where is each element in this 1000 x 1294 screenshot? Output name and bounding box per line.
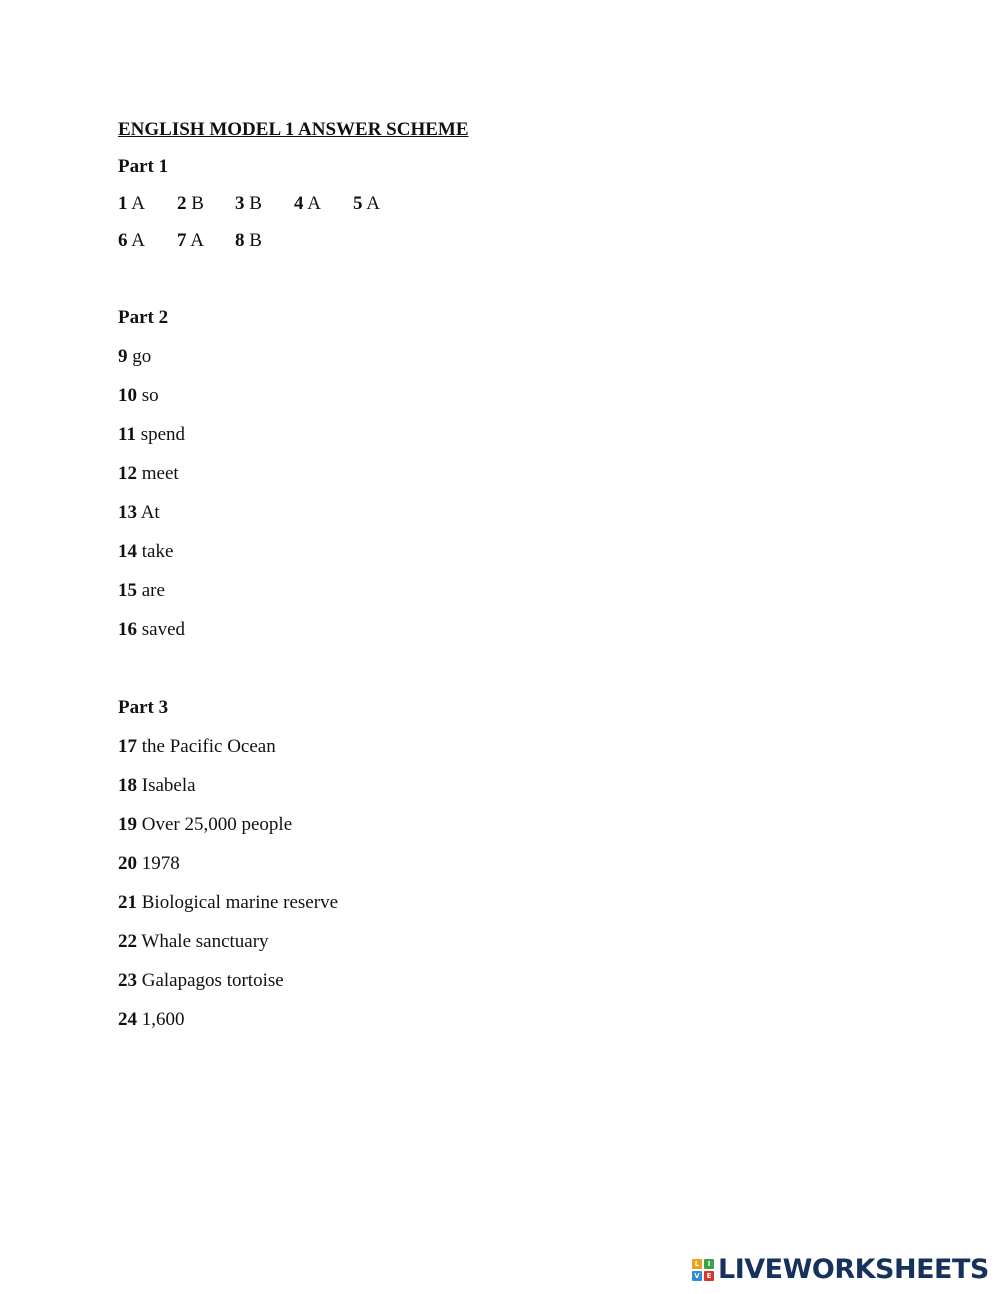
answer-line [118,774,196,798]
logo-block: I [704,1259,714,1269]
answer-line [118,423,185,447]
answer-value: A [131,193,145,214]
question-number: 22 [118,931,137,952]
logo-blocks-icon [692,1259,714,1281]
question-number: 2 [177,193,187,214]
question-number: 16 [118,619,137,640]
answer-value: B [249,193,262,214]
answer-line [118,930,269,954]
answer-value: Whale sanctuary [141,931,269,952]
answer-value: spend [140,424,186,445]
question-number: 10 [118,385,137,406]
question-number: 8 [235,230,245,251]
question-number: 11 [118,424,136,445]
answer-value: A [190,230,204,251]
question-number: 21 [118,892,137,913]
answer-value: B [191,193,204,214]
part1-row-1 [118,192,518,216]
answer-value: A [131,230,145,251]
answer-line [118,540,173,564]
liveworksheets-logo [692,1256,989,1284]
part1-row-2 [118,229,518,253]
question-number: 19 [118,814,137,835]
logo-block: L [692,1259,702,1269]
answer-value: meet [141,463,179,484]
answer-line [118,813,292,837]
answer-line [118,579,165,603]
answer-value: Isabela [141,775,196,796]
answer-value: 1978 [141,853,180,874]
answer-line [118,384,159,408]
mc-answer [118,192,145,216]
document-title: ENGLISH MODEL 1 ANSWER SCHEME [118,119,469,140]
part2-heading: Part 2 [118,307,169,328]
question-number: 3 [235,193,245,214]
logo-text: LIVEWORKSHEETS [718,1254,989,1285]
answer-value: Galapagos tortoise [141,970,284,991]
mc-answer [118,229,145,253]
answer-line [118,852,180,876]
question-number: 13 [118,502,137,523]
question-number: 24 [118,1009,137,1030]
question-number: 4 [294,193,304,214]
logo-block: E [704,1271,714,1281]
answer-line [118,891,338,915]
answer-line [118,735,276,759]
logo-block: V [692,1271,702,1281]
question-number: 12 [118,463,137,484]
answer-value: Over 25,000 people [141,814,293,835]
question-number: 1 [118,193,128,214]
mc-answer [235,229,262,253]
question-number: 17 [118,736,137,757]
answer-value: take [141,541,174,562]
question-number: 18 [118,775,137,796]
question-number: 6 [118,230,128,251]
answer-value: At [140,502,160,523]
answer-value: the Pacific Ocean [141,736,276,757]
part1-heading: Part 1 [118,156,169,177]
answer-value: Biological marine reserve [141,892,339,913]
question-number: 9 [118,346,128,367]
question-number: 7 [177,230,187,251]
answer-value: are [141,580,165,601]
mc-answer [235,192,262,216]
answer-value: A [307,193,321,214]
mc-answer [353,192,380,216]
mc-answer [177,229,204,253]
question-number: 20 [118,853,137,874]
question-number: 15 [118,580,137,601]
answer-line [118,501,160,525]
answer-line [118,345,151,369]
mc-answer [294,192,321,216]
answer-line [118,1008,185,1032]
question-number: 5 [353,193,363,214]
answer-line [118,618,185,642]
answer-value: A [366,193,380,214]
answer-line [118,969,284,993]
question-number: 14 [118,541,137,562]
mc-answer [177,192,204,216]
answer-value: go [132,346,152,367]
answer-value: B [249,230,262,251]
answer-value: saved [141,619,186,640]
answer-line [118,462,179,486]
answer-value: 1,600 [141,1009,185,1030]
question-number: 23 [118,970,137,991]
answer-value: so [141,385,159,406]
part3-heading: Part 3 [118,697,169,718]
